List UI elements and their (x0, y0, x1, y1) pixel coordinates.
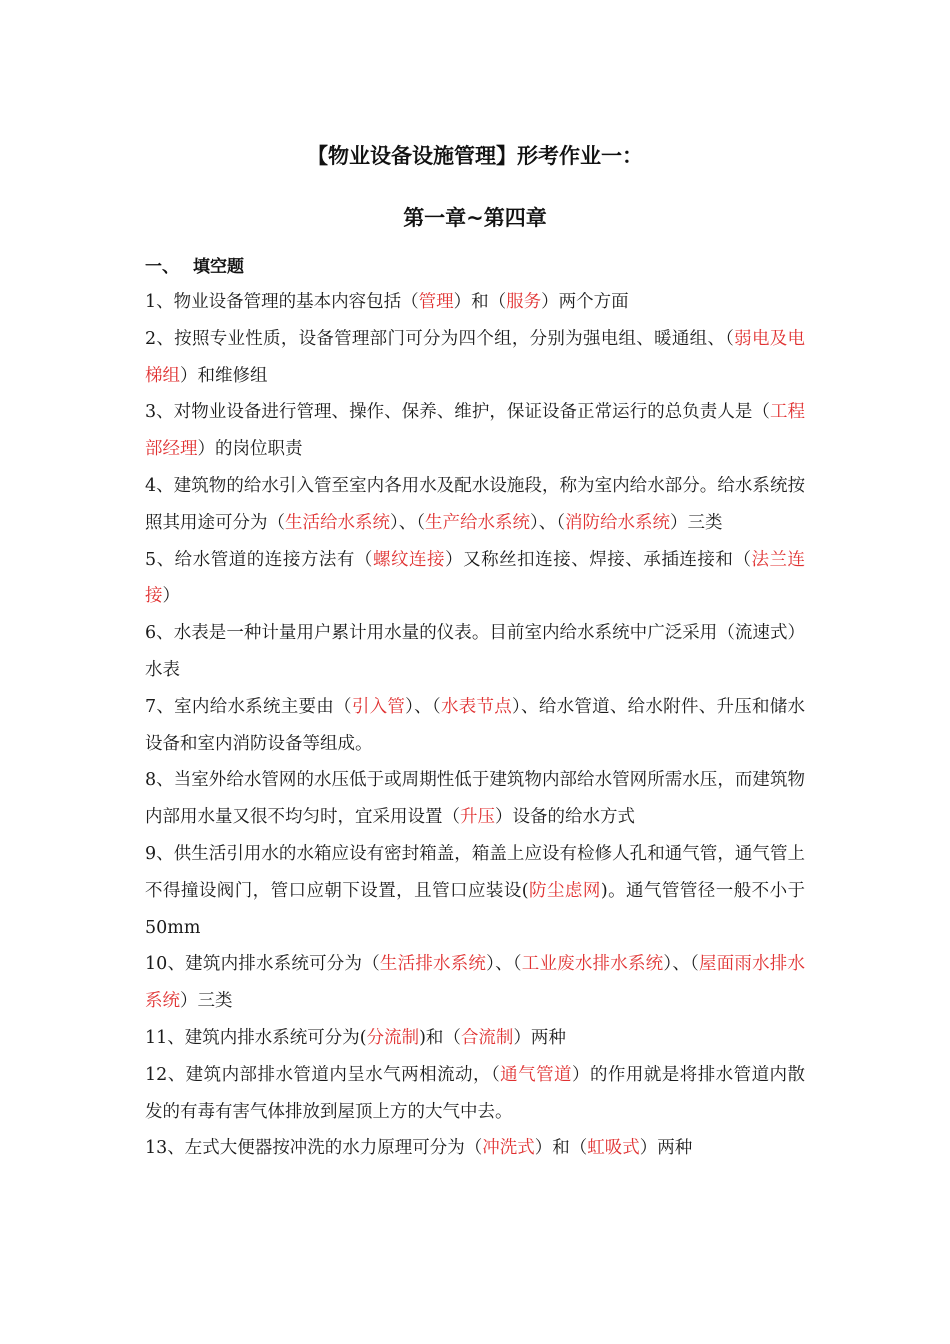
answer-text: 虹吸式 (587, 1138, 640, 1159)
question-text: ）、给水管道、给水附件、升压和储水设备和室内消防设备等组成。 (145, 696, 806, 754)
question-item (145, 689, 805, 763)
question-text: 13、左式大便器按冲洗的水力原理可分为（ (145, 1138, 483, 1159)
question-text: ）两种 (513, 1027, 566, 1048)
answer-text: 法兰连接 (145, 549, 806, 607)
answer-text: 服务 (506, 292, 542, 312)
question-list (145, 284, 805, 1167)
answer-text: 螺纹连接 (372, 549, 446, 570)
question-item (145, 615, 805, 689)
answer-text: 工业废水排水系统 (521, 954, 664, 975)
question-text: 12、建筑内部排水管道内呈水气两相流动，（ (145, 1064, 501, 1085)
question-text: )和（ (419, 1027, 461, 1048)
section-number: 一、 (145, 257, 179, 277)
question-text: ）、（ (405, 696, 441, 717)
question-text: ）和（ (534, 1138, 588, 1159)
answer-text: 生活排水系统 (379, 954, 487, 975)
question-text: )。通气管管径一般不小于50mm (145, 880, 806, 938)
question-text: ）设备的给水方式 (495, 807, 635, 828)
question-text: 3、对物业设备进行管理、操作、保养、维护，保证设备正常运行的总负责人是（ (145, 402, 770, 423)
answer-text: 通气管道 (500, 1064, 573, 1085)
question-text: 2、按照专业性质，设备管理部门可分为四个组，分别为强电组、暖通组、（ (145, 328, 735, 349)
question-text: ）和（ (453, 292, 507, 312)
question-text: ）两个方面 (541, 292, 629, 312)
question-text: ）三类 (180, 991, 233, 1012)
answer-text: 引入管 (351, 696, 406, 717)
question-item (145, 1057, 805, 1131)
question-text: ）、（ (663, 954, 699, 975)
question-item (145, 836, 805, 946)
answer-text: 弱电及电梯组 (145, 328, 805, 386)
answer-text: 管理 (418, 292, 454, 312)
question-text: 9、供生活引用水的水箱应设有密封箱盖，箱盖上应设有检修人孔和通气管，通气管上不得撞设阀门，管口应朝下设置，且管口应装设( (145, 843, 805, 901)
answer-text: 消防给水系统 (565, 512, 670, 533)
question-item (145, 542, 805, 616)
answer-text: 合流制 (460, 1027, 514, 1048)
section-label: 填空题 (193, 257, 244, 277)
answer-text: 分流制 (366, 1027, 420, 1048)
question-item (145, 284, 805, 321)
question-text: ）两种 (639, 1138, 693, 1159)
answer-text: 生产给水系统 (425, 512, 530, 533)
document-subtitle: 第一章~第四章 (403, 206, 547, 230)
question-text: ）、（ (530, 512, 565, 533)
question-text: ）和维修组 (180, 365, 268, 386)
answer-text: 水表节点 (440, 696, 513, 717)
question-text: 10、建筑内排水系统可分为（ (145, 954, 380, 975)
question-text: ） (162, 586, 180, 607)
question-item (145, 1130, 805, 1167)
question-item (145, 946, 805, 1020)
question-item (145, 468, 805, 542)
answer-text: 升压 (460, 807, 495, 828)
question-item (145, 762, 805, 836)
answer-text: 工程部经理 (145, 402, 806, 460)
question-text: 6、水表是一种计量用户累计用水量的仪表。目前室内给水系统中广泛采用（流速式）水表 (145, 623, 805, 680)
question-text: ）的作用就是将排水管道内散发的有毒有害气体排放到屋顶上方的大气中去。 (145, 1064, 806, 1122)
question-item (145, 394, 805, 468)
question-text: 4、建筑物的给水引入管至室内各用水及配水设施段，称为室内给水部分。给水系统按照其用途可分为（ (145, 475, 805, 533)
question-text: 7、室内给水系统主要由（ (145, 696, 352, 717)
question-text: 11、建筑内排水系统可分为( (145, 1027, 367, 1048)
answer-text: 生活给水系统 (285, 512, 390, 533)
question-text: ）三类 (670, 512, 723, 533)
question-text: ）又称丝扣连接、焊接、承插连接和（ (445, 549, 752, 570)
question-text: 1、物业设备管理的基本内容包括（ (145, 292, 419, 312)
question-text: 8、当室外给水管网的水压低于或周期性低于建筑物内部给水管网所需水压，而建筑物内部用水量又很不均匀时，宜采用设置（ (145, 770, 805, 828)
question-item (145, 1020, 805, 1057)
document-title: 【物业设备设施管理】形考作业一： (307, 144, 643, 168)
question-text: ）的岗位职责 (197, 439, 303, 460)
section-heading (145, 252, 244, 277)
answer-text: 屋面雨水排水系统 (145, 954, 805, 1012)
answer-text: 防尘虑网 (528, 880, 601, 901)
question-item (145, 321, 805, 395)
question-text: ）、（ (390, 512, 425, 533)
question-text: 5、给水管道的连接方法有（ (145, 549, 373, 570)
question-text: ）、（ (486, 954, 522, 975)
answer-text: 冲洗式 (482, 1138, 535, 1159)
